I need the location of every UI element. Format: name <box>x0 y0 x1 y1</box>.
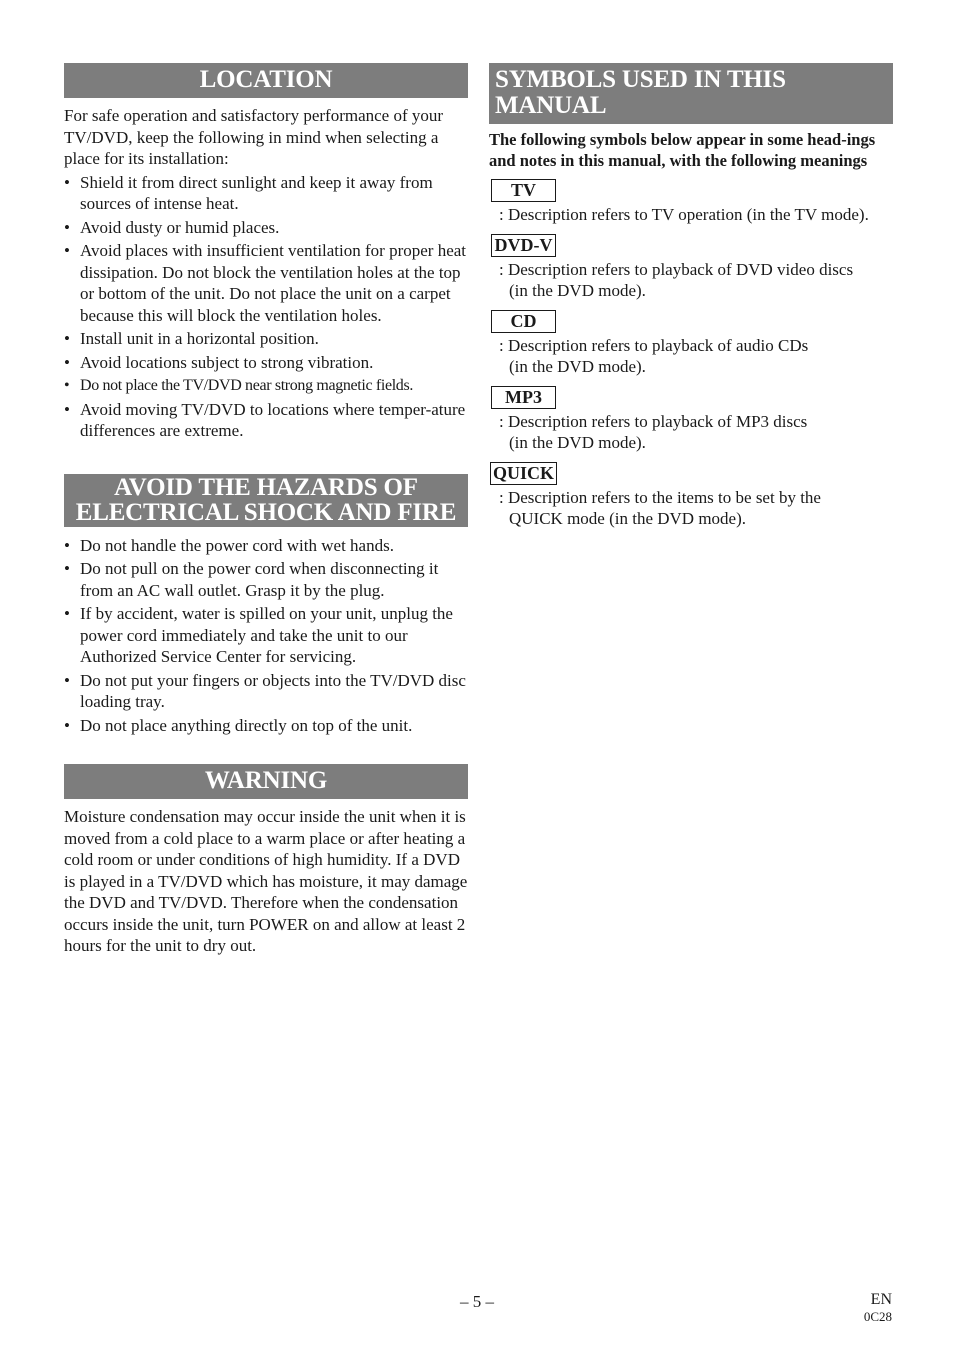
list-item: • Shield it from direct sunlight and keep it away from sources of intense heat. <box>64 172 433 213</box>
symbol-entry-tv <box>489 171 893 226</box>
page-number: – 5 – <box>460 1292 494 1311</box>
bullet-icon: • <box>64 604 70 623</box>
location-list <box>64 172 468 442</box>
hazards-heading-line1: AVOID THE HAZARDS OF <box>114 473 418 501</box>
symbol-box-mp3: MP3 <box>491 386 556 409</box>
hazards-heading <box>64 474 468 527</box>
footer-language <box>864 1291 892 1325</box>
symbol-box-tv: TV <box>491 179 556 202</box>
bullet-icon: • <box>64 715 70 735</box>
bullet-icon: • <box>64 535 70 555</box>
list-item: • Avoid places with insufficient ventilation for proper heat dissipation. Do not block the ventilation holes at the top or bottom of the unit. Do not place the unit on a carpet because this will block the ventilation holes. <box>64 241 467 325</box>
symbol-entry-dvd-v <box>489 226 893 302</box>
list-item: • Avoid locations subject to strong vibration. <box>64 352 374 372</box>
list-item: • Do not put your fingers or objects into the TV/DVD disc loading tray. <box>64 670 466 711</box>
bullet-icon: • <box>64 217 70 237</box>
right-column <box>489 63 893 530</box>
symbol-desc-quick: : Description refers to the items to be set by the QUICK mode (in the DVD mode). <box>499 487 821 528</box>
list-item: • If by accident, water is spilled on your unit, unplug the power cord immediately and take the unit to our Authorized Service Center for servicing. <box>64 604 453 666</box>
symbol-desc-cd: : Description refers to playback of audio CDs (in the DVD mode). <box>499 335 809 376</box>
symbol-desc-tv: : Description refers to TV operation (in the TV mode). <box>499 205 869 224</box>
symbol-entry-mp3 <box>489 378 893 454</box>
bullet-icon: • <box>64 352 70 372</box>
list-item: • Do not place anything directly on top of the unit. <box>64 715 413 735</box>
bullet-icon: • <box>64 559 70 578</box>
document-code: 0C28 <box>863 1309 892 1324</box>
bullet-icon: • <box>64 377 70 394</box>
symbol-desc-mp3: : Description refers to playback of MP3 discs (in the DVD mode). <box>499 411 808 452</box>
location-intro: For safe operation and satisfactory performance of your TV/DVD, keep the following in mind when selecting a place for its installation: <box>64 106 444 168</box>
list-item: • Install unit in a horizontal position. <box>64 329 319 348</box>
symbol-entry-quick <box>489 454 893 530</box>
bullet-icon: • <box>64 670 70 690</box>
list-item: • Do not pull on the power cord when disconnecting it from an AC wall outlet. Grasp it by the plug. <box>64 559 439 600</box>
symbol-box-dvd-v: DVD-V <box>491 234 556 257</box>
symbol-desc-dvd-v: : Description refers to playback of DVD video discs (in the DVD mode). <box>499 259 854 300</box>
list-item: • Avoid dusty or humid places. <box>64 217 280 237</box>
symbol-entry-cd <box>489 302 893 378</box>
warning-text: Moisture condensation may occur inside the unit when it is moved from a cold place to a warm place or after heating a cold room or under conditions of high humidity. If a DVD is played in a TV/DVD which has moisture, it may damage the DVD and TV/DVD. Therefore when the condensation occurs inside the unit, turn POWER on and allow at least 2 hours for the unit to dry out. <box>64 807 468 955</box>
bullet-icon: • <box>64 329 70 348</box>
bullet-icon: • <box>64 399 70 419</box>
location-heading: LOCATION <box>64 63 468 98</box>
symbols-heading: SYMBOLS USED IN THIS MANUAL <box>489 63 893 124</box>
hazards-list <box>64 535 468 737</box>
language-code: EN <box>870 1291 892 1308</box>
list-item: • Do not handle the power cord with wet hands. <box>64 535 394 555</box>
symbol-box-quick: QUICK <box>490 462 557 485</box>
list-item: • Do not place the TV/DVD near strong magnetic fields. <box>64 375 468 397</box>
list-item: • Avoid moving TV/DVD to locations where temper-ature differences are extreme. <box>64 399 466 440</box>
hazards-heading-line2: ELECTRICAL SHOCK AND FIRE <box>75 498 457 526</box>
warning-heading: WARNING <box>64 764 468 799</box>
bullet-icon: • <box>64 172 70 192</box>
symbol-box-cd: CD <box>491 310 556 333</box>
bullet-icon: • <box>64 241 70 260</box>
left-column <box>64 63 468 957</box>
symbols-intro: The following symbols below appear in some head-ings and notes in this manual, with the following meanings <box>489 130 876 170</box>
